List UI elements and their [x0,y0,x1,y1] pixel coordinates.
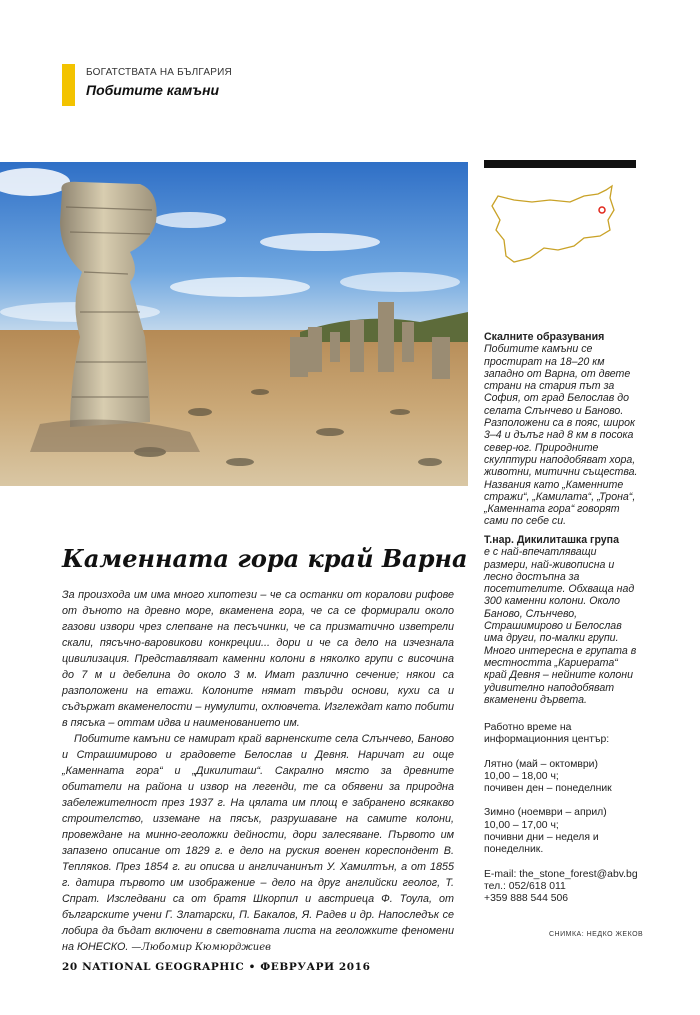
email-line: E-mail: the_stone_forest@abv.bg [484,868,638,880]
sidebar-text: е с най-впечатляващи размери, най-живописна и лесно достъпна за посетителите. Обхваща над 300 каменни колони. Около Баново, Слънчево, Страшимирово и Белослав има други, по-малки групи. Много интересна е групата в местността „Кариерата“ край Девня – нейните колони удивително наподобяват вкаменени дървета. [484,546,637,706]
issue-date: ФЕВРУАРИ 2016 [260,961,371,973]
info-line: 10,00 – 17,00 ч; [484,819,559,831]
sidebar-heading: Т.нар. Дикилиташка група [484,534,619,546]
page-number: 20 [62,961,78,973]
article-paragraph [62,731,454,956]
sidebar-heading: Скалните образувания [484,331,605,343]
page-folio: 20 NATIONAL GEOGRAPHIC • ФЕВРУАРИ 2016 [62,961,371,973]
info-line: 10,00 – 18,00 ч; [484,770,559,782]
info-line: понеделник. [484,844,544,856]
article-body [62,587,454,956]
article-paragraph-text: Побитите камъни се намират край варненските села Слънчево, Баново и Страшимирово и градовете Белослав и Девня. Наричат ги още „Каменната гора“ и „Дикилиташ“. Сакрално място за древните обитатели на района и извор на легенди, те са обявени за природна забележителност през 1937 г. На цялата им площ е забранено всякакво строителство, изземане на пясък, разрушаване на самите колони, провеждане на минно-геоложки дейности, дори залесяване. Първото им запазено описание от 1829 г. е дело на руския военен кореспондент В. Тепляков. През 1854 г. ги описва и англичанинът У. Хамилтън, а от 1855 г. датира първото им изображение – дело на друг английски геолог, Т. Спрат. Изследвани са от братя Шкорпил и австриеца Ф. Тоула, от българските учени Г. Златарски, П. Бакалов, Я. Радев и др. Напоследък се лобира да бъдат включени в световната листа на геоложките феномени на ЮНЕСКО. [62,733,454,953]
sidebar-text: Побитите камъни се простират на 18–20 км западно от Варна, от двете страни на стария път за София, от град Белослав до селата Слънчево и Баново. Разположени са в пояс, широк 3–4 и дълъг над 8 км в посока север-юг. Природните скулптури наподобяват хора, животни, митични същества. Названия като „Каменните стражи“, „Камилата“, „Трона“, „Каменната гора“ говорят сами по себе си. [484,343,638,528]
magazine-name: NATIONAL GEOGRAPHIC [82,961,245,973]
info-line: информационния център: [484,734,610,746]
section-accent-bar [62,64,75,106]
visitor-info [484,722,644,906]
phone-line: тел.: 052/618 011 [484,880,566,892]
phone-line: +359 888 544 506 [484,893,569,905]
info-line: Лятно (май – октомври) [484,758,598,770]
photo-credit: СНИМКА: НЕДКО ЖЕКОВ [549,931,644,938]
sidebar-dikilitash-group [484,534,639,706]
bulgaria-map-icon [484,178,636,278]
sidebar-rock-formations [484,331,639,528]
stone-forest-photo [0,162,468,486]
article-paragraph: За произхода им има много хипотези – че са останки от коралови рифове от дъното на древно море, вкаменена гора, че са се формирали около газови извори чрез слепване на песъчинки, че са призматично изветрели скали, пясъчно-варовикови конкреции... дори и че са дело на изчезнала цивилизация. Представляват каменни колони в няколко групи с височина до 7 м и дебелина до около 3 м. Имат различно сечение; някои са разположени на етажи. Колоните нямат твърди основи, кухи са и съдържат вкаменелости – нумулити, охлювчета. Изглеждат като побити в пясъка – оттам идва и наименованието им. [62,589,454,729]
info-line: почивен ден – понеделник [484,783,612,795]
map-header-bar [484,160,636,168]
info-line: Зимно (ноември – април) [484,807,607,819]
article-headline: Каменната гора край Варна [62,544,468,573]
info-line: Работно време на [484,722,572,733]
section-title: Побитите камъни [86,82,220,98]
info-line: почивни дни – неделя и [484,832,599,844]
article-author: —Любомир Кюмюрджиев [131,942,271,953]
section-kicker: БОГАТСТВАТА НА БЪЛГАРИЯ [86,67,232,78]
